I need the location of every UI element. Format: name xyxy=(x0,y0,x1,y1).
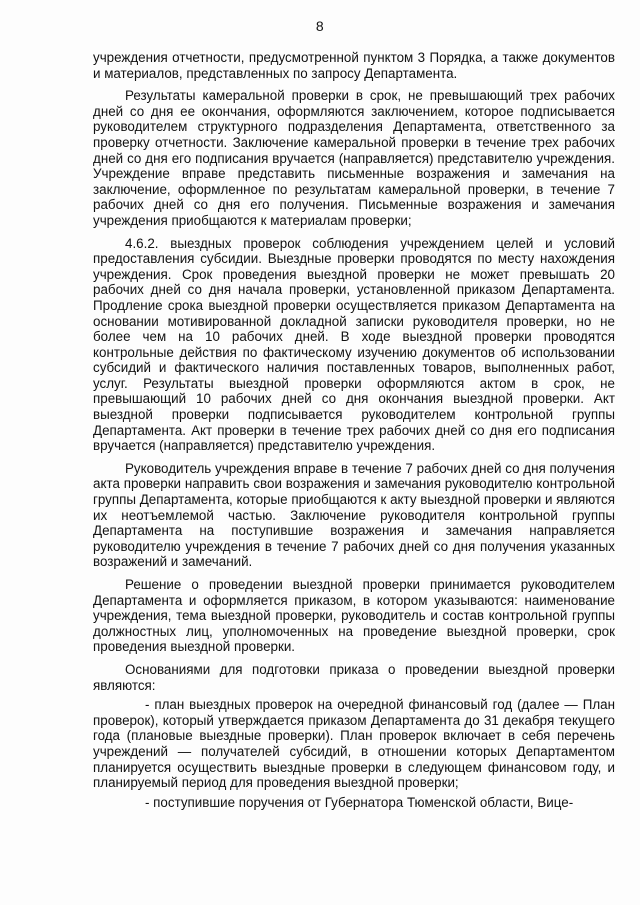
document-body xyxy=(93,50,615,817)
paragraph-desk-audit-results: Результаты камеральной проверки в срок, не превышающий трех рабочих дней со дня ее окончания, оформляются заключением, которое подписывается руководителем структурного подразделения Департамента, ответственного за проверку отчетности. Заключение камеральной проверки в течение трех рабочих дней со дня его подписания вручается (направляется) представителю учреждения. Учреждение вправе представить письменные возражения и замечания на заключение, оформленное по результатам камеральной проверки, в течение 7 рабочих дней со дня его получения. Письменные возражения и замечания учреждения приобщаются к материалам проверки; xyxy=(93,88,615,228)
paragraph-field-audits: 4.6.2. выездных проверок соблюдения учреждением целей и условий предоставления субсидии. Выездные проверки проводятся по месту нахождения учреждения. Срок проведения выездной проверки не может превышать 20 рабочих дней со дня начала проверки, установленной приказом Департамента. Продление срока выездной проверки осуществляется приказом Департамента на основании мотивированной докладной записки руководителя проверки, но не более чем на 10 рабочих дней. В ходе выездной проверки проводятся контрольные действия по фактическому изучению документов об использовании субсидий и фактического наличия поставленных товаров, выполненных работ, услуг. Результаты выездной проверки оформляются актом в срок, не превышающий 10 рабочих дней со дня окончания выездной проверки. Акт выездной проверки подписывается руководителем контрольной группы Департамента. Акт проверки в течение трех рабочих дней со дня его подписания вручается (направляется) представителю учреждения. xyxy=(93,235,615,454)
list-item-audit-plan: - план выездных проверок на очередной финансовый год (далее — План проверок), который утверждается приказом Департамента до 31 декабря текущего года (плановые выездные проверки). План проверок включает в себя перечень учреждений — получателей субсидий, в отношении которых Департаментом планируется осуществить выездные проверки в следующем финансовом году, и планируемый период для проведения выездной проверки; xyxy=(93,697,615,791)
paragraph-audit-decision: Решение о проведении выездной проверки принимается руководителем Департамента и оформляется приказом, в котором указываются: наименование учреждения, тема выездной проверки, руководитель и состав контрольной группы должностных лиц, уполномоченных на проведение выездной проверки, срок проведения выездной проверки. xyxy=(93,577,615,655)
paragraph-grounds: Основаниями для подготовки приказа о проведении выездной проверки являются: xyxy=(93,661,615,693)
paragraph-continuation: учреждения отчетности, предусмотренной пунктом 3 Порядка, а также документов и материалов, представленных по запросу Департамента. xyxy=(93,50,615,81)
list-item-governor-orders: - поступившие поручения от Губернатора Тюменской области, Вице- xyxy=(145,794,574,810)
paragraph-objections: Руководитель учреждения вправе в течение 7 рабочих дней со дня получения акта проверки направить свои возражения и замечания руководителю контрольной группы Департамента, которые приобщаются к акту выездной проверки и являются их неотъемлемой частью. Заключение руководителя контрольной группы Департамента на поступившие возражения и замечания направляется руководителю учреждения в течение 7 рабочих дней со дня получения указанных возражений и замечаний. xyxy=(93,460,615,570)
page-number: 8 xyxy=(315,18,325,34)
